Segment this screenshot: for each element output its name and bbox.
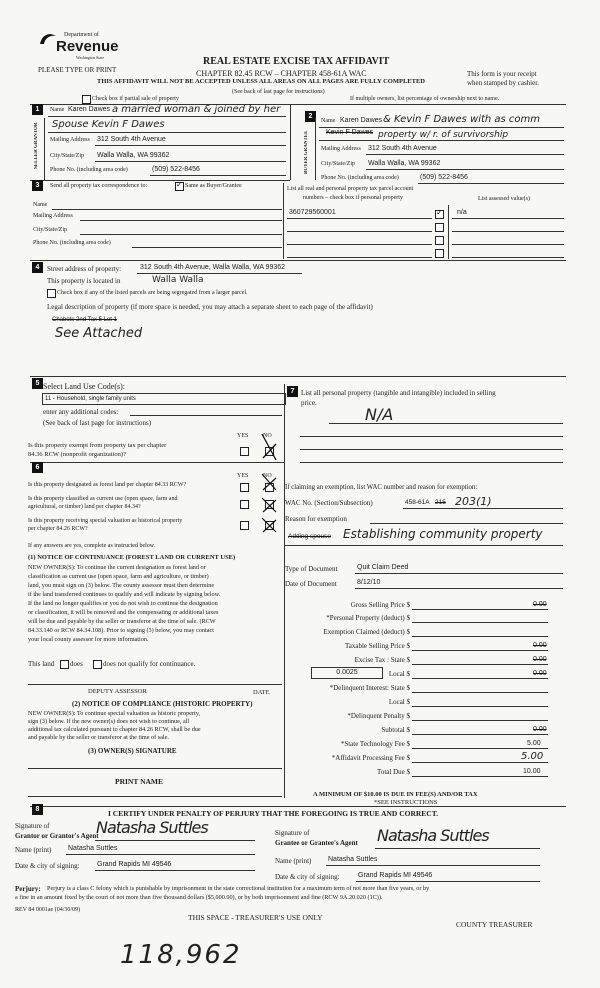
additional-codes-label: enter any additional codes: xyxy=(43,408,119,416)
this-land-label: This land xyxy=(28,660,55,668)
grantee-name-print: Natasha Suttles xyxy=(328,856,378,863)
buyer-mailing-label: Mailing Address xyxy=(321,146,361,152)
form-notice: THIS AFFIDAVIT WILL NOT BE ACCEPTED UNLESS ALL AREAS ON ALL PAGES ARE FULLY COMPLETED xyxy=(97,78,425,85)
same-as-buyer-checkbox[interactable] xyxy=(175,182,184,191)
current-use-yes-checkbox[interactable] xyxy=(240,500,249,509)
land-use-label: Select Land Use Code(s): xyxy=(43,382,125,391)
historic-yes-checkbox[interactable] xyxy=(240,521,249,530)
historic-line-3: additional tax calculated pursuant to chapter 84.26 RCW, shall be due xyxy=(28,726,201,733)
section-number-4: 4 xyxy=(32,262,43,273)
continuance-line-8: 84.33.140 or RCW 84.34.108). Prior to signing (3) below, you may contact xyxy=(28,627,214,634)
wac-label: WAC No. (Section/Subsection) xyxy=(285,499,373,507)
continuance-line-1: NEW OWNER(S): To continue the current designation as forest land or xyxy=(28,564,206,571)
current-use-question-2: agricultural, or timber) land per chapter 84.34? xyxy=(28,504,141,510)
county-treasurer-label: COUNTY TREASURER xyxy=(456,920,533,929)
current-use-question: Is this property classified as current use (open space, farm and xyxy=(28,496,178,502)
calc-value-gross: 0.00 xyxy=(533,601,547,608)
partial-sale-label: Check box if partial sale of property xyxy=(92,96,179,102)
doc-date-value: 8/12/10 xyxy=(357,579,381,586)
rev-number: REV 84 0001ae (04/30/09) xyxy=(15,907,81,913)
historic-line-4: and payable by the seller or transferor at the time of sale. xyxy=(28,734,169,741)
logo-state: Washington State xyxy=(76,55,105,60)
calc-label-interest-state: *Delinquent Interest: State $ xyxy=(329,684,410,692)
exemption-claim-label: If claiming an exemption, list WAC number and reason for exemption: xyxy=(285,484,478,491)
section-number-6: 6 xyxy=(32,462,43,473)
reason-label: Reason for exemption xyxy=(285,515,347,523)
seller-phone-label: Phone No. (including area code) xyxy=(50,167,128,173)
receipt-line-1: This form is your receipt xyxy=(467,70,537,78)
calc-value-taxable: 0.00 xyxy=(533,642,547,649)
parcel-personal-checkbox-1[interactable] xyxy=(435,210,444,219)
legal-description-label: Legal description of property (if more space is needed, you may attach a separate sheet to each page of the affidavit) xyxy=(47,303,373,311)
parcel-personal-checkbox-2[interactable] xyxy=(435,223,444,232)
calc-value-subtotal: 0.00 xyxy=(533,726,547,733)
please-type: PLEASE TYPE OR PRINT xyxy=(38,66,117,74)
perjury-text-2: a fine in an amount fixed by the court of not more than five thousand dollars ($5,000.00), or by both imprisonment and fine (RCW 9A.20.020 (1C)). xyxy=(15,894,383,901)
continuance-line-2: classification as current use (open space, farm and agriculture, or timber) xyxy=(28,573,209,580)
calc-label-processing-fee: *Affidavit Processing Fee $ xyxy=(331,754,410,762)
parcel-personal-checkbox-4[interactable] xyxy=(435,249,444,258)
receipt-line-2: when stamped by cashier. xyxy=(467,79,539,87)
grantor-name-print-label: Name (print) xyxy=(15,846,52,854)
land-use-value[interactable]: 11 - Household, single family units xyxy=(42,393,286,405)
perjury-text-1: Perjury is a class C felony which is punishable by imprisonment in the state correctional institution for a maximum term of not more than five years, or by xyxy=(47,885,430,892)
corr-city-label: City/State/Zip xyxy=(33,227,67,233)
seller-name-handwritten: a married woman & joined by her xyxy=(112,104,281,115)
form-title: REAL ESTATE EXCISE TAX AFFIDAVIT xyxy=(203,56,390,67)
assessed-value: n/a xyxy=(457,209,467,216)
reason-struck: Adding spouse xyxy=(288,533,332,540)
section-number-2: 2 xyxy=(305,111,316,122)
historic-line-2: sign (3) below. If the new owner(s) does not wish to continue, all xyxy=(28,718,190,725)
yes-header-5: YES xyxy=(237,433,249,439)
exempt-question-2: 84.36 RCW (nonprofit organization)? xyxy=(28,451,126,458)
buyer-name-label: Name xyxy=(321,118,336,124)
grantor-name-print: Natasha Suttles xyxy=(68,845,118,852)
legal-handwritten: See Attached xyxy=(55,326,143,341)
if-yes-note: If any answers are yes, complete as instructed below. xyxy=(28,543,156,549)
calc-label-state-tax: Excise Tax : State $ xyxy=(354,656,410,664)
exempt-no-mark-icon xyxy=(259,432,279,462)
section6-no-marks-icon xyxy=(258,472,280,534)
historic-line-1: NEW OWNER(S): To continue special valuation as historic property, xyxy=(28,710,200,717)
land-use-see-back: (See back of last page for instructions) xyxy=(43,419,152,427)
seller-grantor-label: SELLER GRANTOR xyxy=(34,122,39,170)
grantee-name-print-label: Name (print) xyxy=(275,857,312,865)
local-rate-box[interactable]: 0.0025 xyxy=(311,667,383,679)
wac-typed: 458-61A xyxy=(405,499,430,506)
grantee-sig-label-2: Grantee or Grantee's Agent xyxy=(275,839,358,847)
segregated-checkbox[interactable] xyxy=(47,289,56,298)
receipt-number-handwritten: 118,962 xyxy=(120,940,242,970)
print-name-label: PRINT NAME xyxy=(115,777,163,786)
doc-type-value: Quit Claim Deed xyxy=(357,564,409,571)
no-header-6: NO xyxy=(263,473,272,479)
perjury-label: Perjury: xyxy=(15,885,41,893)
street-label: Street address of property: xyxy=(47,265,122,273)
buyer-city-label: City/State/Zip xyxy=(321,161,355,167)
buyer-phone-value: (509) 522-8456 xyxy=(420,174,468,181)
calc-value-tech-fee: 5.00 xyxy=(527,740,541,747)
historic-notice-title: (2) NOTICE OF COMPLIANCE (HISTORIC PROPERTY) xyxy=(72,700,253,708)
section-number-7: 7 xyxy=(287,386,298,397)
buyer-name-typed: Karen Dawes xyxy=(340,117,383,124)
doc-date-label: Date of Document xyxy=(285,580,337,588)
deputy-assessor-label: DEPUTY ASSESSOR xyxy=(88,688,147,695)
continuance-title: (1) NOTICE OF CONTINUANCE (FOREST LAND OR CURRENT USE) xyxy=(28,554,236,561)
buyer-phone-label: Phone No. (including area code) xyxy=(321,175,399,181)
parcel-personal-checkbox-3[interactable] xyxy=(435,236,444,245)
forest-yes-checkbox[interactable] xyxy=(240,483,249,492)
treasurer-space-label: THIS SPACE - TREASURER'S USE ONLY xyxy=(188,913,323,922)
personal-prop-label-2: price. xyxy=(301,399,317,407)
located-label: This property is located in xyxy=(47,277,121,285)
grantor-sig-label-1: Signature of xyxy=(15,822,50,830)
section-number-1: 1 xyxy=(32,104,43,115)
calc-label-local-tax: Local $ xyxy=(388,670,410,678)
exempt-question: Is this property exempt from property tax per chapter xyxy=(28,442,167,449)
forest-question: Is this property designated as forest land per chapter 84.33 RCW? xyxy=(28,482,187,488)
owner-signature-label: (3) OWNER(S) SIGNATURE xyxy=(88,747,177,755)
wac-handwritten: 203(1) xyxy=(455,495,492,508)
seller-name-label: Name xyxy=(50,107,65,113)
calc-label-personal: *Personal Property (deduct) $ xyxy=(326,614,410,622)
continuance-line-5: If the land no longer qualifies or you do not wish to continue the designation xyxy=(28,600,218,607)
section-number-8: 8 xyxy=(32,804,43,815)
grantee-signature: Natasha Suttles xyxy=(377,826,489,845)
continuance-line-3: land, you must sign on (3) below. The county assessor must then determine xyxy=(28,582,215,589)
qualifies-does-label: does xyxy=(70,660,83,668)
qualifies-does-not-checkbox[interactable] xyxy=(93,660,102,669)
section-number-5: 5 xyxy=(32,378,43,389)
buyer-grantee-label: BUYER GRANTEE xyxy=(304,130,309,174)
calc-label-interest-local: Local $ xyxy=(388,698,410,706)
calc-label-penalty: *Delinquent Penalty $ xyxy=(347,712,410,720)
wac-struck: 215 xyxy=(435,499,446,506)
no-header-5: NO xyxy=(263,433,272,439)
calc-label-subtotal: Subtotal $ xyxy=(381,726,410,734)
calc-value-local-tax: 0.00 xyxy=(533,670,547,677)
state-logo-icon xyxy=(38,30,58,48)
grantor-sig-label-2: Grantor or Grantor's Agent xyxy=(15,832,99,840)
calc-label-exemption: Exemption Claimed (deduct) $ xyxy=(323,628,410,636)
assessed-header: List assessed value(s) xyxy=(478,196,530,202)
calc-label-total: Total Due $ xyxy=(377,768,410,776)
exempt-yes-checkbox[interactable] xyxy=(240,447,249,456)
personal-prop-label: List all personal property (tangible and intangible) included in selling xyxy=(301,389,496,397)
logo-revenue: Revenue xyxy=(56,38,119,55)
seller-name-typed: Karen Dawes xyxy=(68,106,111,113)
buyer-name-handwritten-2: property w/ r. of survivorship xyxy=(378,130,509,140)
reason-handwritten: Establishing community property xyxy=(343,527,543,541)
buyer-mailing-value: 312 South 4th Avenue xyxy=(368,145,437,152)
street-value: 312 South 4th Avenue, Walla Walla, WA 99362 xyxy=(140,264,286,271)
grantee-date-city: Grand Rapids MI 49546 xyxy=(358,872,433,879)
doc-type-label: Type of Document xyxy=(285,565,338,573)
calc-label-gross: Gross Selling Price $ xyxy=(350,601,410,609)
corr-phone-label: Phone No. (including area code) xyxy=(33,240,111,246)
correspondence-label: Send all property tax correspondence to: xyxy=(50,183,148,189)
grantor-date-city-label: Date & city of signing: xyxy=(15,862,80,870)
parcel-number: 360729560001 xyxy=(289,209,336,216)
continuance-line-4: if the land transferred continues to qualify and will indicate by signing below. xyxy=(28,591,221,598)
continuance-line-9: your local county assessor for more information. xyxy=(28,636,149,643)
form-see-back: (See back of last page for instructions) xyxy=(232,89,325,95)
seller-city-label: City/State/Zip xyxy=(50,153,84,159)
yes-header-6: YES xyxy=(237,473,249,479)
continuance-line-6: or classification, it will be removed and the compensating or additional taxes xyxy=(28,609,219,616)
minimum-due-note: A MINIMUM OF $10.00 IS DUE IN FEE(S) AND/OR TAX xyxy=(313,791,478,798)
buyer-name-handwritten: & Kevin F Dawes with as comm xyxy=(383,114,541,125)
partial-sale-checkbox[interactable] xyxy=(82,95,91,104)
qualifies-does-checkbox[interactable] xyxy=(60,660,69,669)
calc-value-state-tax: 0.00 xyxy=(533,656,547,663)
logo-dept: Department of xyxy=(64,32,99,38)
historic-question: Is this property receiving special valuation as historical property xyxy=(28,518,183,524)
calc-value-processing-fee: 5.00 xyxy=(521,751,544,762)
grantee-sig-label-1: Signature of xyxy=(275,829,310,837)
certify-statement: I CERTIFY UNDER PENALTY OF PERJURY THAT THE FOREGOING IS TRUE AND CORRECT. xyxy=(108,809,439,818)
seller-city-value: Walla Walla, WA 99362 xyxy=(97,152,170,159)
grantor-date-city: Grand Rapids MI 49546 xyxy=(97,861,172,868)
same-as-buyer-label: Same as Buyer/Grantee xyxy=(185,183,242,189)
seller-mailing-label: Mailing Address xyxy=(50,137,90,143)
buyer-city-value: Walla Walla, WA 99362 xyxy=(368,160,441,167)
legal-struck: Chabots 2nd Tax 5 Lot 1 xyxy=(52,317,117,323)
parcel-header-1: List all real and personal property tax parcel account xyxy=(287,186,414,192)
section-number-3: 3 xyxy=(32,180,43,191)
corr-mailing-label: Mailing Address xyxy=(33,213,73,219)
parcel-header-2: numbers – check box if personal property xyxy=(303,195,403,201)
historic-question-2: per chapter 84.26 RCW? xyxy=(28,526,88,532)
calc-value-total: 10.00 xyxy=(523,768,541,775)
seller-phone-value: (509) 522-8456 xyxy=(152,166,200,173)
corr-name-label: Name xyxy=(33,202,48,208)
deputy-date-label: DATE xyxy=(253,689,270,696)
seller-name-handwritten-2: Spouse Kevin F Dawes xyxy=(52,119,165,130)
personal-prop-handwritten: N/A xyxy=(365,405,394,424)
segregated-label: Check box if any of the listed parcels are being segregated from a larger parcel. xyxy=(57,290,248,296)
seller-mailing-value: 312 South 4th Avenue xyxy=(97,136,166,143)
qualifies-does-not-label: does not qualify for continuance. xyxy=(103,660,196,668)
grantor-signature: Natasha Suttles xyxy=(96,818,208,837)
grantee-date-city-label: Date & city of signing: xyxy=(275,873,340,881)
calc-label-taxable: Taxable Selling Price $ xyxy=(344,642,410,650)
multiple-owners-note: If multiple owners, list percentage of ownership next to name. xyxy=(350,96,500,102)
continuance-line-7: will be due and payable by the seller or transferor at the time of sale. (RCW xyxy=(28,618,216,625)
buyer-name-struck: Kevin F Dawes xyxy=(326,129,374,136)
calc-label-tech-fee: *State Technology Fee $ xyxy=(340,740,410,748)
form-chapter: CHAPTER 82.45 RCW – CHAPTER 458-61A WAC xyxy=(196,69,367,78)
located-value: Walla Walla xyxy=(152,275,204,285)
see-instructions-note: *SEE INSTRUCTIONS xyxy=(374,799,438,806)
